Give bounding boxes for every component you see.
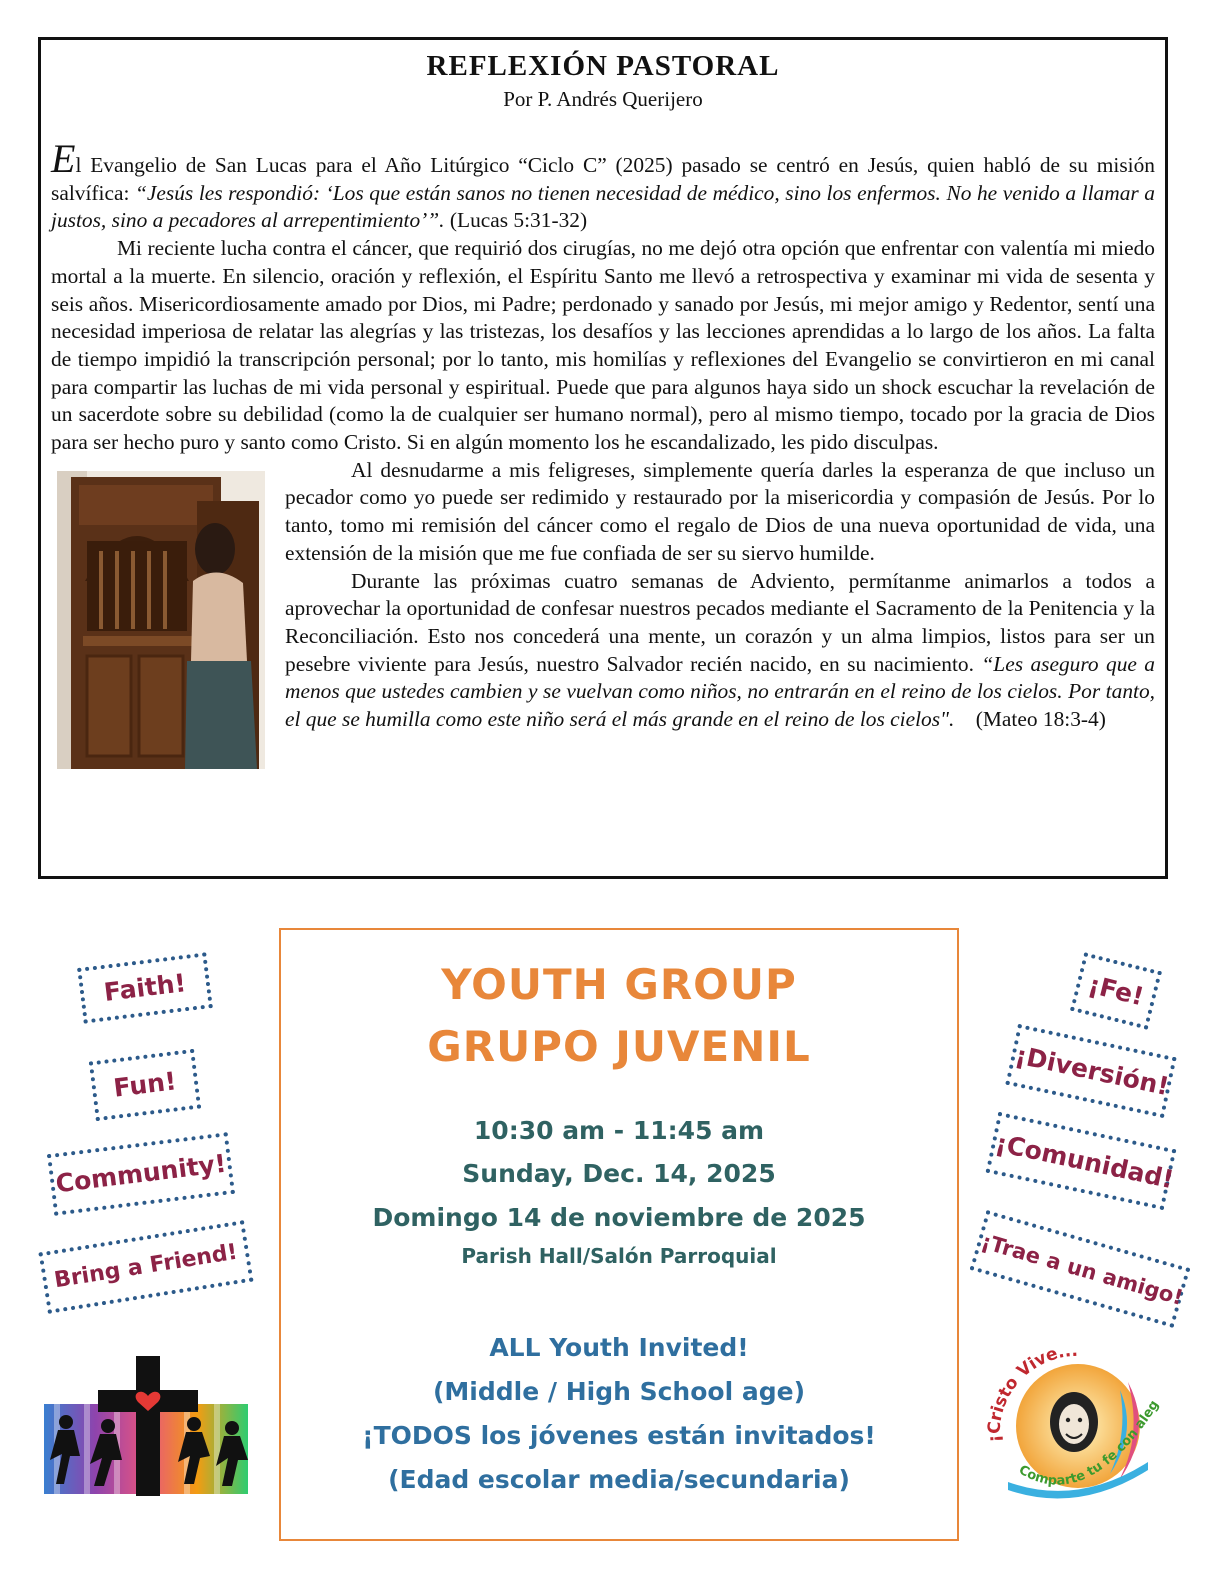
youth-time: 10:30 am - 11:45 am xyxy=(473,1116,765,1145)
matthew-reference: (Mateo 18:3-4) xyxy=(975,707,1106,732)
confessional-photo xyxy=(57,471,265,769)
logo-text-top: ¡Cristo Vive... xyxy=(984,1342,1079,1443)
reflection-author: Por P. Andrés Querijero xyxy=(503,87,703,111)
youth-age-es: (Edad escolar media/secundaria) xyxy=(388,1465,850,1494)
youth-invite-es: ¡TODOS los jóvenes están invitados! xyxy=(362,1421,876,1450)
reflection-paragraph-1: El Evangelio de San Lucas para el Año Litúrgico “Ciclo C” (2025) pasado se centró en Jesús, quien habló de su misión salvífica: “Jesús les respondió: ‘Los que están sanos no tienen necesidad de médico, sino los enfermos. No he venido a llamar a justos, sino a pecadores al arrepentimiento’”. (Lucas 5:31-32) xyxy=(51,136,1156,233)
cristo-vive-logo xyxy=(978,1342,1178,1512)
matthew-quote: “Les aseguro que a menos que ustedes cambien y se vuelvan como niños, no entrarán en el reino de los cielos. Por tanto, el que se humilla como este niño será el más grande en el reino de los cielos". xyxy=(285,651,1155,732)
reflection-body xyxy=(51,136,1156,769)
tag-comunidad: ¡Comunidad! xyxy=(986,1112,1177,1210)
youth-title-es: GRUPO JUVENIL xyxy=(427,1022,811,1071)
tag-trae-a-un-amigo: ¡Trae a un amigo! xyxy=(970,1210,1191,1328)
youth-group-poster xyxy=(279,928,959,1541)
youth-location: Parish Hall/Salón Parroquial xyxy=(461,1244,777,1268)
cristo-vive-graphic xyxy=(978,1342,1178,1512)
drop-cap: E xyxy=(51,136,76,181)
luke-quote: “Jesús les respondió: ‘Los que están sanos no tienen necesidad de médico, sino los enfermos. No he venido a llamar a justos, sino a pecadores al arrepentimiento’”. xyxy=(51,180,1156,233)
youth-invite-en: ALL Youth Invited! xyxy=(489,1333,749,1362)
youth-date-en: Sunday, Dec. 14, 2025 xyxy=(462,1159,776,1188)
youth-age-en: (Middle / High School age) xyxy=(432,1377,805,1406)
tag-diversion: ¡Diversión! xyxy=(1005,1024,1176,1118)
youth-cross-logo xyxy=(44,1356,248,1496)
youth-title-en: YOUTH GROUP xyxy=(441,960,797,1009)
tag-bring-a-friend: Bring a Friend! xyxy=(38,1220,253,1314)
tag-fun: Fun! xyxy=(89,1049,202,1121)
reflection-paragraph-4: Durante las próximas cuatro semanas de Adviento, permítanme animarlos a todos a aprovechar la oportunidad de confesar nuestros pecados mediante el Sacramento de la Penitencia y la Reconciliación. Esto nos concederá una mente, un corazón y un alma limpios, listos para ser un pesebre viviente para Jesús, nuestro Salvador recién nacido, en su nacimiento. “Les aseguro que a menos que ustedes cambien y se vuelvan como niños, no entrarán en el reino de los cielos. Por tanto, el que se humilla como este niño será el más grande en el reino de los cielos". (Mateo 18:3-4) xyxy=(285,568,1155,732)
pastoral-reflection-box xyxy=(38,37,1168,879)
tag-fe: ¡Fe! xyxy=(1070,952,1162,1030)
reflection-title: REFLEXIÓN PASTORAL xyxy=(426,50,780,82)
reflection-paragraph-3: Al desnudarme a mis feligreses, simplemente quería darles la esperanza de que incluso un pecador como yo puede ser redimido y restaurado por la misericordia y compasión de Jesús. Por lo tanto, tomo mi remisión del cáncer como el regalo de Dios de una nueva oportunidad de vida, una extensión de la misión que me fue confiada de ser su siervo humilde. xyxy=(285,457,1155,565)
youth-date-es: Domingo 14 de noviembre de 2025 xyxy=(372,1203,866,1232)
reflection-paragraph-2: Mi reciente lucha contra el cáncer, que requirió dos cirugías, no me dejó otra opción que enfrentar con valentía mi miedo mortal a la muerte. En silencio, oración y reflexión, el Espíritu Santo me llevó a retrospectiva y examinar mi vida de sesenta y seis años. Misericordiosamente amado por Dios, mi Padre; perdonado y sanado por Jesús, mi mejor amigo y Redentor, sentí una necesidad imperiosa de relatar las alegrías y las tristezas, los desafíos y las lecciones aprendidas a lo largo de los años. La falta de tiempo impidió la transcripción personal; por lo tanto, mis homilías y reflexiones del Evangelio se convirtieron en mi canal para compartir las luchas de mi vida personal y espiritual. Puede que para algunos haya sido un shock escuchar la revelación de un sacerdote sobre su debilidad (como la de cualquier ser humano normal), pero al mismo tiempo, tocado por la gracia de Dios para ser hecho puro y santo como Cristo. Si en algún momento los he escandalizado, les pido disculpas. xyxy=(51,236,1155,455)
luke-reference: (Lucas 5:31-32) xyxy=(444,208,588,233)
tag-faith: Faith! xyxy=(77,952,213,1023)
tag-community: Community! xyxy=(47,1132,235,1216)
logo-text-bottom: Comparte tu fe con aleg xyxy=(1016,1397,1163,1489)
